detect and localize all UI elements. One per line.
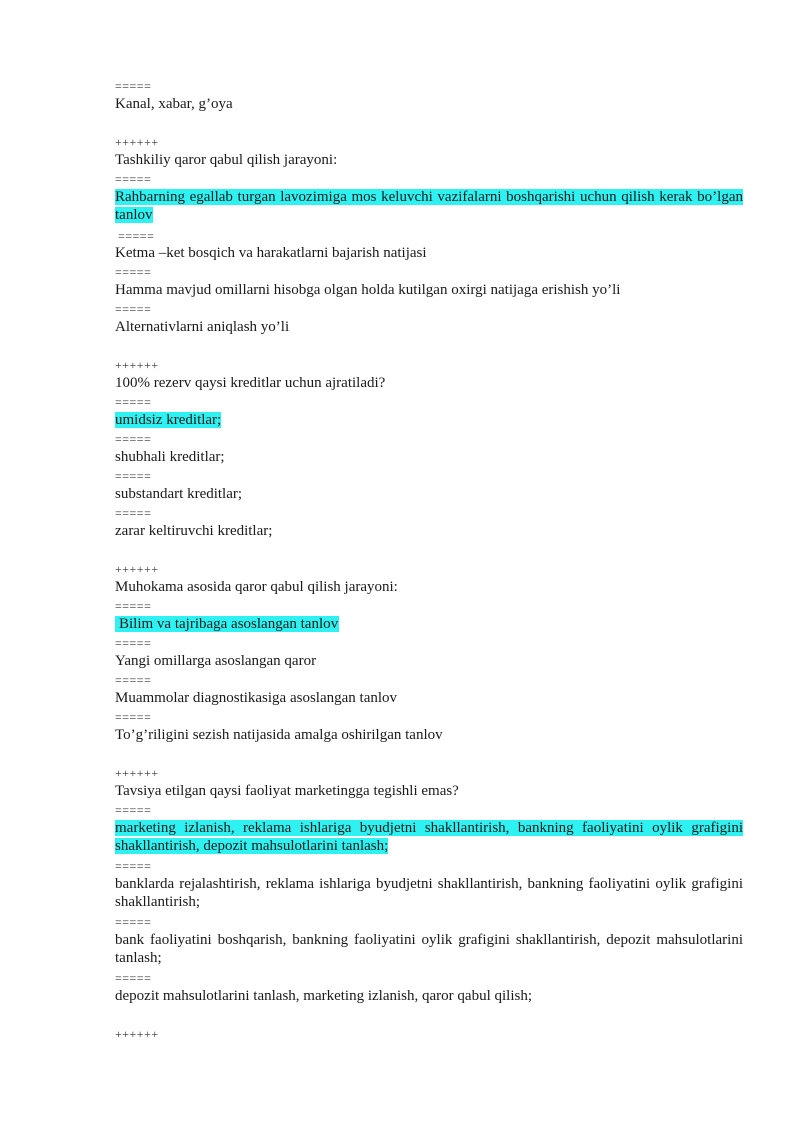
question-marker: ++++++ <box>115 358 159 372</box>
separator: ===== <box>115 469 152 483</box>
separator: ===== <box>115 971 152 985</box>
highlighted-answer: Bilim va tajribaga asoslangan tanlov <box>115 616 339 632</box>
answer-option: Kanal, xabar, g’oya <box>115 96 233 112</box>
answer-option: Yangi omillarga asoslangan qaror <box>115 653 317 669</box>
answer-option-correct <box>115 188 743 224</box>
answer-option: Hamma mavjud omillarni hisobga olgan holda kutilgan oxirgi natijaga erishish yo’li <box>115 282 621 298</box>
answer-option: banklarda rejalashtirish, reklama ishlariga byudjetni shakllantirish, bankning faoliyatini oylik grafigini shakllantirish; <box>115 876 743 910</box>
separator: ===== <box>115 803 152 817</box>
separator: ===== <box>115 599 152 613</box>
answer-option-correct <box>115 819 743 855</box>
separator: ===== <box>115 395 152 409</box>
question-text: 100% rezerv qaysi kreditlar uchun ajratiladi? <box>115 375 386 391</box>
answer-option: To’g’riligini sezish natijasida amalga oshirilgan tanlov <box>115 727 443 743</box>
answer-option: bank faoliyatini boshqarish, bankning faoliyatini oylik grafigini shakllantirish, depozit mahsulotlarini tanlash; <box>115 932 743 966</box>
answer-option: Ketma –ket bosqich va harakatlarni bajarish natijasi <box>115 245 427 261</box>
answer-option: Alternativlarni aniqlash yo’li <box>115 319 290 335</box>
separator: ===== <box>115 265 152 279</box>
answer-option: zarar keltiruvchi kreditlar; <box>115 523 273 539</box>
separator: ===== <box>115 915 152 929</box>
answer-option: Muammolar diagnostikasiga asoslangan tanlov <box>115 690 398 706</box>
highlighted-answer: Rahbarning egallab turgan lavozimiga mos keluvchi vazifalarni boshqarishi uchun qilish kerak bo’lgan tanlov <box>115 189 743 223</box>
highlighted-answer: umidsiz kreditlar; <box>115 412 222 428</box>
question-marker: ++++++ <box>115 562 159 576</box>
separator: ===== <box>118 229 155 243</box>
answer-option-correct <box>115 615 743 633</box>
question-marker: ++++++ <box>115 1027 159 1041</box>
separator: ===== <box>115 710 152 724</box>
separator: ===== <box>115 79 152 93</box>
question-marker: ++++++ <box>115 135 159 149</box>
question-marker: ++++++ <box>115 766 159 780</box>
answer-option-correct <box>115 411 743 429</box>
answer-option: shubhali kreditlar; <box>115 449 225 465</box>
separator: ===== <box>115 636 152 650</box>
answer-option: depozit mahsulotlarini tanlash, marketing izlanish, qaror qabul qilish; <box>115 988 532 1004</box>
question-text: Tashkiliy qaror qabul qilish jarayoni: <box>115 152 338 168</box>
question-text: Muhokama asosida qaror qabul qilish jarayoni: <box>115 579 398 595</box>
question-text: Tavsiya etilgan qaysi faoliyat marketingga tegishli emas? <box>115 783 459 799</box>
separator: ===== <box>115 506 152 520</box>
separator: ===== <box>115 673 152 687</box>
separator: ===== <box>115 432 152 446</box>
answer-option: substandart kreditlar; <box>115 486 243 502</box>
separator: ===== <box>115 172 152 186</box>
separator: ===== <box>115 302 152 316</box>
separator: ===== <box>115 859 152 873</box>
highlighted-answer: marketing izlanish, reklama ishlariga byudjetni shakllantirish, bankning faoliyatini oylik grafigini shakllantirish, depozit mahsulotlarini tanlash; <box>115 820 743 854</box>
